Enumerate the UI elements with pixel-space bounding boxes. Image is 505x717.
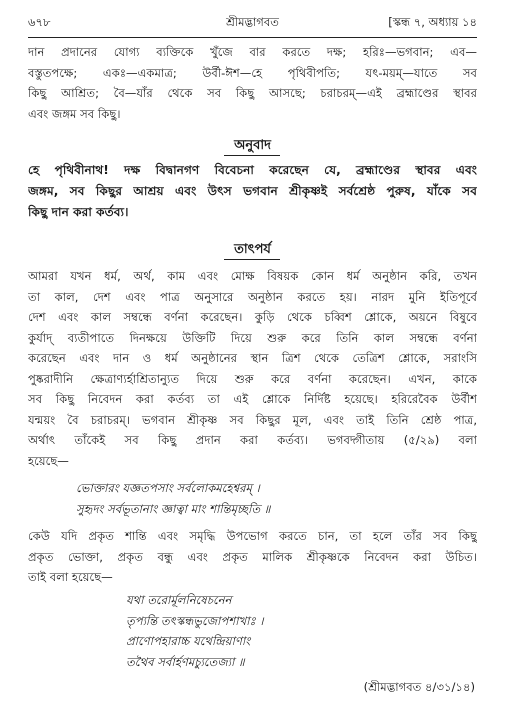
purport-line: করেছেন এবং দান ও ধর্ম অনুষ্ঠানের স্থান ত্রিশ থেকে তেত্রিশ শ্লোকে, সরাংসি — [28, 351, 477, 365]
purport-line: সব কিছু নিবেদন করা কর্তব্য তা এই শ্লোকে নির্দিষ্ট হয়েছে। হরিরেবৈক উর্বীশ — [28, 392, 477, 406]
verse-line: যথা তরোর্মূলনিষেচনেন — [126, 593, 232, 607]
purport-line: তাই বলা হয়েছে— — [28, 570, 113, 584]
verse-reference: (শ্রীমদ্ভাগবত ৪/৩১/১৪) — [363, 680, 475, 694]
translation-line: জঙ্গম, সব কিছুর আশ্রয় এবং উৎস ভগবান শ্রীকৃষ্ণই সর্বশ্রেষ্ঠ পুরুষ, যাঁকে সব — [28, 184, 477, 198]
synonyms-line: কিছু আশ্রিত; বৈ—যাঁর থেকে সব কিছু আসছে; চরাচরম্—এই ব্রহ্মাণ্ডের স্থাবর — [28, 86, 477, 100]
purport-line: যন্ময়ং বৈ চরাচরম্। ভগবান শ্রীকৃষ্ণ সব কিছুর মূল, এবং তাই তিনি শ্রেষ্ঠ পাত্র, — [28, 412, 477, 427]
translation-heading-underline — [224, 155, 280, 156]
bhagavatam-verse — [126, 590, 477, 672]
verse-line: সুহৃদং সর্বভূতানাং জ্ঞাত্বা মাং শান্তিমৃচ্ছতি ॥ — [76, 501, 271, 516]
purport-line: প্রকৃত ভোক্তা, প্রকৃত বন্ধু এবং প্রকৃত মালিক শ্রীকৃষ্ণকে নিবেদন করা উচিত। — [28, 549, 477, 564]
synonyms-block — [28, 42, 477, 124]
book-title: শ্রীমদ্ভাগবত — [226, 15, 279, 29]
translation-line: হে পৃথিবীনাথ! দক্ষ বিদ্বানগণ বিবেচনা করেছেন যে, ব্রহ্মাণ্ডের স্থাবর এবং — [28, 163, 477, 177]
synonyms-line: এবং জঙ্গম সব কিছু। — [28, 106, 121, 121]
gita-verse — [76, 478, 477, 519]
chapter-reference: [স্কন্ধ ৭, অধ্যায় ১৪ — [388, 15, 477, 29]
page-header — [28, 14, 477, 34]
verse-line: তথৈব সর্বার্হণমচ্যুতেজ্যা ॥ — [126, 654, 245, 669]
purport-line: হয়েছে— — [28, 453, 69, 468]
purport-line: আমরা যখন ধর্ম, অর্থ, কাম এবং মোক্ষ বিষয়ক কোন ধর্ম অনুষ্ঠান করি, তখন — [28, 269, 477, 283]
purport-line: কেউ যদি প্রকৃত শান্তি এবং সমৃদ্ধি উপভোগ করতে চান, তা হলে তাঁর সব কিছু — [28, 529, 477, 543]
purport-line: তা কাল, দেশ এবং পাত্র অনুসারে অনুষ্ঠান করতে হয়। নারদ মুনি ইতিপূর্বে — [28, 289, 477, 304]
purport-heading-underline — [224, 259, 280, 260]
translation-line: কিছু দান করা কর্তব্য। — [28, 205, 129, 219]
purport-line: কুর্যাদ্ ব্যতীপাতে দিনক্ষয়ে উক্তিটি দিয়ে শুরু করে তিনি কাল সম্বন্ধে বর্ণনা — [28, 330, 477, 345]
header-divider — [28, 37, 477, 38]
purport-heading: তাৎপর্য — [234, 242, 271, 257]
synonyms-line: বস্তুতপক্ষে; একঃ—একমাত্র; উর্বী-ঈশ—হে পৃথিবীপতি; যৎ-ময়ম্—যাতে সব — [28, 65, 477, 80]
synonyms-line: দান প্রদানের যোগ্য ব্যক্তিকে খুঁজে বার করতে দক্ষ; হরিঃ—ভগবান; এব— — [28, 45, 477, 59]
translation-block — [28, 160, 477, 223]
verse-line: তৃপ্যন্তি তৎস্কন্ধভুজোপশাখাঃ । — [126, 613, 264, 628]
purport-line: দেশ এবং কাল সম্বন্ধে বর্ণনা করেছেন। কুড়ি থেকে চব্বিশ শ্লোকে, অয়নে বিষুবে — [28, 310, 477, 324]
purport-continuation — [28, 526, 477, 588]
page-number: ৬৭৮ — [28, 15, 51, 29]
purport-block — [28, 266, 477, 471]
purport-line: পুষ্করাদীনি ক্ষেত্রাণ্যর্হাশ্রিতান্যুত দিয়ে শুরু করে বর্ণনা করেছেন। এখন, কাকে — [28, 371, 477, 386]
verse-line: প্রাণোপহারাচ্চ যথেন্দ্রিয়াণাং — [126, 634, 251, 648]
verse-line: ভোক্তারং যজ্ঞতপসাং সর্বলোকমহেশ্বরম্ । — [76, 481, 260, 495]
purport-line: অর্থাৎ তাঁকেই সব কিছু প্রদান করা কর্তব্য। ভগবদ্গীতায় (৫/২৯) বলা — [28, 433, 477, 447]
translation-heading: অনুবাদ — [234, 138, 271, 153]
